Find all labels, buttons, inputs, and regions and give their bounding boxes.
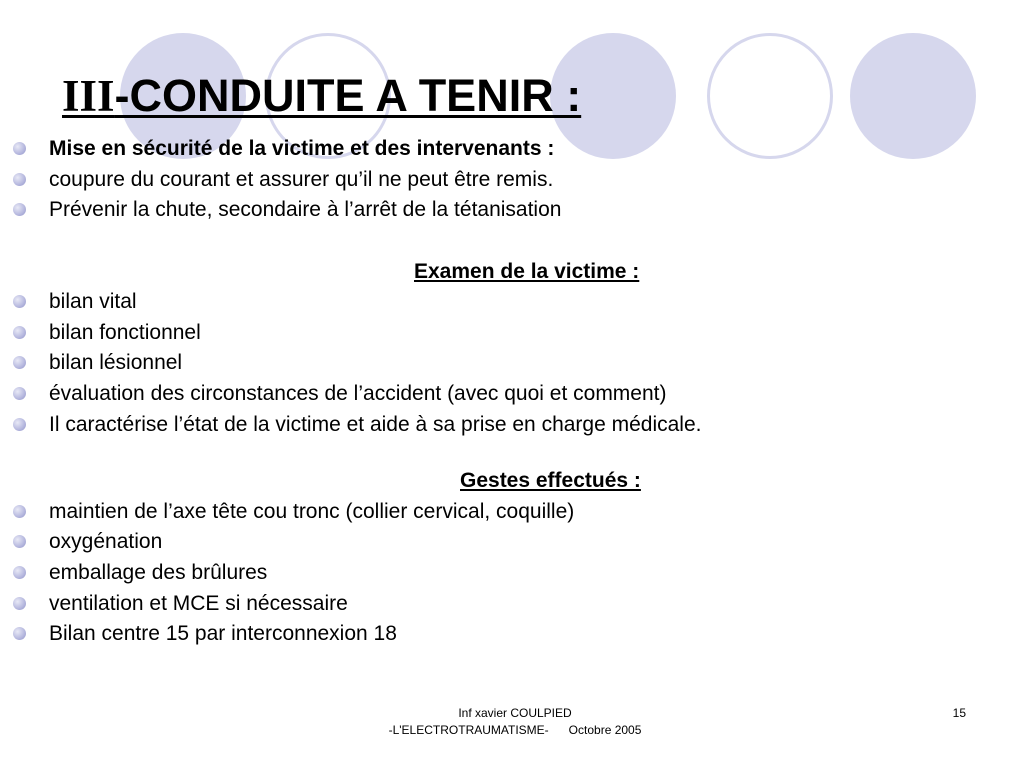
bullet-icon [13, 566, 26, 579]
list-item [0, 497, 1024, 527]
bullet-text: maintien de l’axe tête cou tronc (collier cervical, coquille) [49, 500, 575, 523]
bullet-text: Prévenir la chute, secondaire à l’arrêt de la tétanisation [49, 198, 562, 221]
bullet-text: ventilation et MCE si nécessaire [49, 592, 348, 615]
title-text: -CONDUITE A TENIR : [114, 70, 582, 121]
bullet-icon [13, 173, 26, 186]
bullet-icon [13, 203, 26, 216]
bullet-icon [13, 597, 26, 610]
slide-title [62, 68, 581, 124]
footer-author: Inf xavier COULPIED [458, 706, 572, 720]
list-item [0, 165, 1024, 195]
list-item [0, 527, 1024, 557]
list-item [0, 318, 1024, 348]
bullet-text: oxygénation [49, 530, 163, 553]
bullet-text: évaluation des circonstances de l’accident (avec quoi et comment) [49, 382, 667, 405]
bullet-icon [13, 326, 26, 339]
bullet-icon [13, 627, 26, 640]
list-item [0, 619, 1024, 649]
slide-number: 15 [952, 706, 966, 720]
footer-subtitle: -L'ELECTROTRAUMATISME- Octobre 2005 [388, 723, 642, 737]
bullet-icon [13, 356, 26, 369]
bullet-icon [13, 387, 26, 400]
bullet-text: Il caractérise l’état de la victime et aide à sa prise en charge médicale. [49, 413, 702, 436]
list-item [0, 195, 1024, 225]
section-heading-gestes: Gestes effectués : [460, 469, 641, 492]
bullet-icon [13, 535, 26, 548]
bullet-text: Mise en sécurité de la victime et des intervenants : [49, 137, 555, 160]
bullet-icon [13, 142, 26, 155]
list-item [0, 287, 1024, 317]
bullet-text: emballage des brûlures [49, 561, 268, 584]
section-heading-examen: Examen de la victime : [414, 260, 640, 283]
list-item [0, 348, 1024, 378]
bullet-text: Bilan centre 15 par interconnexion 18 [49, 622, 397, 645]
list-item [0, 589, 1024, 619]
footer [350, 705, 680, 739]
bullet-icon [13, 418, 26, 431]
list-item [0, 410, 1024, 440]
title-roman-numeral: III [62, 71, 115, 121]
list-item [0, 558, 1024, 588]
list-item [0, 134, 1024, 164]
bullet-text: bilan lésionnel [49, 351, 183, 374]
bullet-text: bilan fonctionnel [49, 321, 201, 344]
bullet-icon [13, 295, 26, 308]
bullet-icon [13, 505, 26, 518]
list-item [0, 379, 1024, 409]
bullet-text: coupure du courant et assurer qu’il ne peut être remis. [49, 168, 554, 191]
bullet-text: bilan vital [49, 290, 137, 313]
